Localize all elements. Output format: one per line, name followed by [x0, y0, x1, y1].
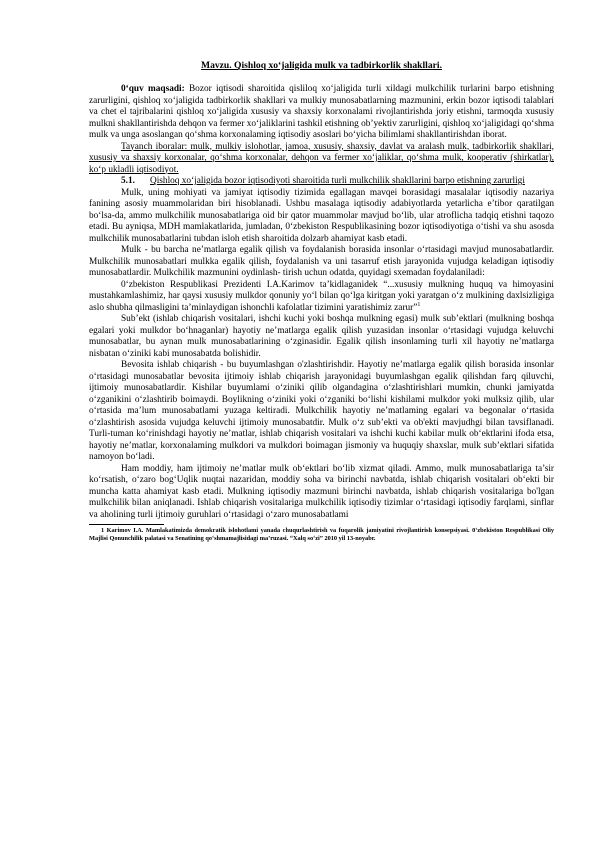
section-heading — [89, 176, 554, 188]
body-paragraph-3 — [89, 280, 554, 315]
footnote-reference: 1 — [417, 301, 421, 308]
body-paragraph-4: Sub’ekt (ishlab chiqarish vositalari, ishchi kuchi yoki boshqa mulkning egasi) mulk sub’ektlari (mulkning boshqa egalari yoki mulkdor bo‘hnaganlar) hayotiy ne’matlarga egalik qilish yuzasidan insonlar o‘rtasidagi vujudga keluvchi munosabatlar, bu aynan mulk munosabatlarining o‘zginasidir. Egalik qilish insonlaming turli xil hayotiy ne’matlarga nisbatan o‘ziniki kabi munosabatda bolishidir. — [89, 314, 554, 359]
page-title: Mavzu. Qishloq xo‘jaligida mulk va tadbirkorlik shakllari. — [201, 60, 442, 71]
learning-objective-lead: 0‘quv maqsadi: — [121, 84, 185, 94]
section-heading-text: Qishloq xo‘jaligida bozor iqtisodiyoti sharoitida turli mulkchilik shakllarini barpo etishning zarurligi — [150, 176, 525, 186]
learning-objective-text: Bozor iqtisodi sharoitida qisliloq xo‘jaligida turli xildagi mulkchilik turlarini barpo etishning zarurligini, qishloq xo‘jaligida tadbirkorlik shakllari va mulkiy munosabatlarning mazmunini, erkin bozor iqtisodi talablari va chet el tajribalarini qishloq xo‘jaligida xususiy va shaxsiy korxonalami rivojlantirishda joriy etishni, tarmoqda xususiy mulkni shakllantirishda dehqon va fermer xo‘jaliklarini tashkil etishning ob’yektiv zarurligini, qishloq xo‘jaligidagi qo‘shma mulk va unga asoslangan qo‘shma korxonalaming iqtisodiy asoslari bo‘yicha bilimlami shakllantirishdan iborat. — [89, 84, 555, 140]
body-paragraph-5: Bevosita ishlab chiqarish - bu buyumlashgan o'zlashtirishdir. Hayotiy ne’matlarga egalik qilish borasida insonlar o‘rtasidagi munosabatlar bevosita ijtimoiy ishlab chiqarish jarayonidagi buyumlashgan egalik qilishdan farq qiluvchi, ijtimoiy munosabatlardir. Kishilar buyumlami o‘ziniki qilib olgandagina o‘zlashtirishlari mumkin, chunki jamiyatda o‘zganikini o‘zlashtirib boimaydi. Boylikning o‘ziniki yoki o‘zganiki bo‘lishi kishilami mulkdor yoki mulksiz qilib, ular o‘rtasida ma’lum munosabatlami yuzaga keltiradi. Mulkchilik hayotiy ne’matlaming egalari va begonalar o‘rtasida o‘zlashtirish asosida vujudga keluvchi ijtimoiy munosabatdir. Mulk o‘z sub’ekti va ob'ekti mavjudhgi bilan tavsiflanadi. Turli-tuman ko‘rinishdagi hayotiy ne’matlar, ishlab chiqarish vositalari va ishchi kuchi kabilar mulk ob‘ektlarini ifoda etsa, hayotiy ne’matlar, korxonalaming mulkdori va mulkdori boimagan jismoniy va huquqiy shaxslar, mulk sub’ektlari sifatida namoyon bo‘ladi. — [89, 360, 554, 462]
section-number: 5.1. — [121, 176, 135, 186]
document-body — [89, 60, 554, 543]
footnote: 1 Karimov I.A. Mamlakatimizda demokratik islohotlami yanada chuqurlashtirish va fuqarolik jamiyatini rivojlantirish konsepsiyasi. 0‘zbekiston Respublikasi Oliy Majlisi Qonunchilik palatasi va Senatining qo‘shmamajlisidagi ma’ruzasi. “Xalq so‘zi” 2010 yil 13-noyabr. — [89, 527, 554, 542]
footnote-divider — [89, 524, 164, 525]
body-paragraph-2: Mulk - bu barcha ne’matlarga egalik qilish va foydalanish borasida insonlar o‘rtasidagi mavjud munosabatlardir. Mulkchilik munosabatlari mulkka egalik qilish, foydalanish va uni tasarruf etish jarayonida vujudga keladigan iqtisodiy munosabatlardir. Mulkchilik mazmunini oydinlash- tirish uchun odatda, quyidagi sxemadan foydalaniladi: — [89, 245, 554, 278]
body-paragraph-6: Ham moddiy, ham ijtimoiy ne’matlar mulk ob‘ektlari bo‘lib xizmat qiladi. Ammo, mulk munosabatlariga ta’sir ko‘rsatish, o‘zaro bog‘Uqlik nuqtai nazaridan, moddiy soha va birinchi navbatda, ishlab chiqarish vositalari ob‘ekti bir muncha katta ahamiyat kasb etadi. Mulkning iqtisodiy mazmuni birinchi navbatda, ishlab chiqarish vositalariga bo'lgan mulkchilik bilan aniqlanadi. Ishlab chiqarish vositalariga mulkchilik iqtisodiy tizimlar o‘rtasidagi iqtisodiy farqlami, sinflar va aholining turli ijtimoiy guruhlari o‘rtasidagi o‘zaro munosabatlami — [89, 463, 554, 520]
learning-objective-paragraph — [89, 84, 554, 142]
body-paragraph-1: Mulk, uning mohiyati va jamiyat iqtisodiy tizimida egallagan mavqei borasidagi masalalar iqtisodiy nazariya fanining asosiy muammolaridan biri hisoblanadi. Ushbu masalaga iqtisodiy adabiyotlarda yetarlicha e’tibor qaratilgan bo‘lsa-da, ammo mulkchilik munosabatlariga oid bir qator muammolar mavjud bo‘lib, ular atroflicha tadqiq etishni taqozo etadi. Bu ayniqsa, MDH mamlakatlarida, jumladan, 0‘zbekiston Respublikasining bozor iqtisodiyotiga o‘tishi va shu asosda mulkchilik munosabatlarini tubdan isloh etish sharoitida dolzarb ahamiyat kasb etadi. — [89, 187, 554, 244]
key-terms-paragraph: Tayanch iboralar: mulk, mulkiy islohotlar, jamoa, xususiy, shaxsiy, davlat va aralash mulk, tadbirkorlik shakllari, xususiy va shaxsiy korxonalar, qo‘shma korxonalar, dehqon va fermer xo‘jaliklar, qo‘shma mulk, kooperativ (shirkatlar), ko‘p ukladli iqtisodiyot. — [89, 141, 554, 175]
president-quote: 0‘zbekiston Respublikasi Prezidenti I.A.Karimov ta’kidlaganidek “...xususiy mulkning huquq va himoyasini mustahkamlashimiz, har qaysi xususiy mulkdor qonuniy yo‘l bilan qo‘lga kiritgan yoki yaratgan o‘z mulkining daxlsizligiga aslo shubha qilmasligini ta’minlaydigan ishonchli kafolatlar tizimini yaratishimiz zarur” — [89, 279, 554, 313]
